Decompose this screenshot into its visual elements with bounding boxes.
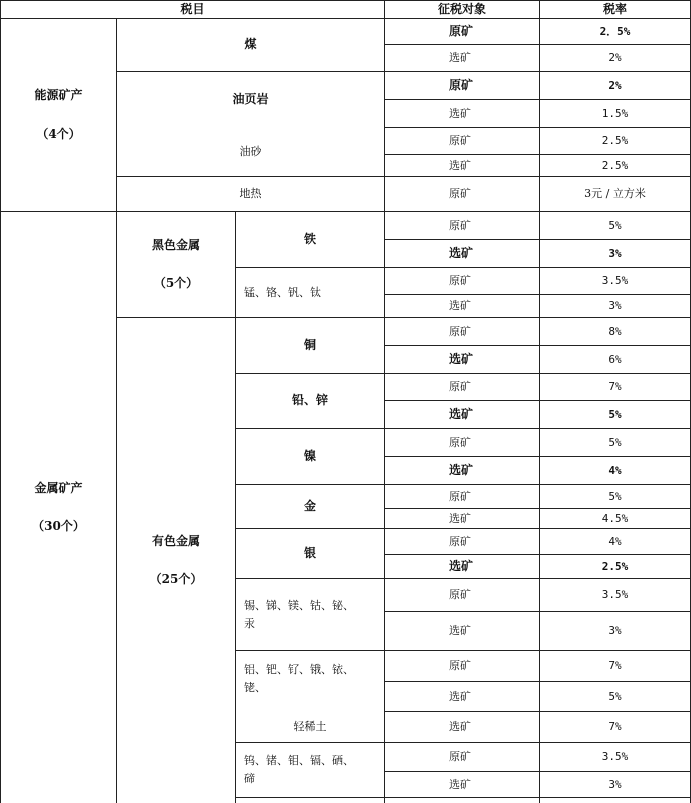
rate-nickel-proc: 4%: [608, 463, 622, 477]
rate-oil-shale-raw: 2%: [608, 78, 622, 92]
object-tin-proc: 选矿: [449, 624, 471, 638]
item-geothermal: 地热: [239, 187, 262, 201]
rate-silver-proc: 2.5%: [601, 559, 629, 573]
item-light-rare-earth: 轻稀土: [293, 720, 327, 734]
rate-coal-raw: 2．5%: [599, 24, 631, 38]
object-coal-proc: 选矿: [449, 51, 471, 65]
category-metal: 金属矿产 （30个）: [32, 480, 85, 534]
item-tin-group: 锡、锑、镁、钴、铋、 汞: [244, 598, 354, 630]
rate-manganese-raw: 3.5%: [601, 274, 629, 288]
rate-gold-proc: 4.5%: [601, 511, 629, 525]
item-gold: 金: [303, 498, 316, 513]
rate-oil-sand-raw: 2.5%: [601, 134, 629, 148]
item-oil-sand: 油砂: [239, 145, 262, 159]
rate-silver-raw: 4%: [608, 534, 622, 548]
rate-aluminum-raw: 7%: [608, 659, 622, 673]
rate-manganese-proc: 3%: [608, 299, 622, 313]
object-oil-sand-raw: 原矿: [449, 134, 471, 148]
object-iron-proc: 选矿: [449, 245, 474, 260]
header-item: 税目: [180, 1, 205, 16]
item-nickel: 镍: [303, 448, 316, 463]
object-oil-shale-raw: 原矿: [449, 77, 474, 92]
rate-oil-shale-proc: 1.5%: [601, 106, 629, 120]
object-gold-proc: 选矿: [449, 511, 471, 525]
item-tungsten-group: 钨、锗、钼、镉、硒、 碲: [244, 754, 354, 785]
object-copper-raw: 原矿: [449, 324, 471, 338]
subcategory-ferrous: 黑色金属 （5个）: [151, 237, 200, 291]
item-iron: 铁: [303, 231, 316, 246]
object-oil-sand-proc: 选矿: [449, 158, 471, 172]
object-nickel-raw: 原矿: [449, 435, 471, 449]
object-tin-raw: 原矿: [449, 588, 471, 602]
header-rate: 税率: [602, 1, 627, 16]
rate-tungsten-proc: 3%: [608, 777, 622, 791]
object-copper-proc: 选矿: [449, 351, 474, 366]
header-object: 征税对象: [437, 1, 486, 16]
item-coal: 煤: [244, 37, 257, 52]
rate-gold-raw: 5%: [608, 489, 622, 503]
object-silver-raw: 原矿: [449, 534, 471, 548]
rate-lead-zinc-raw: 7%: [608, 380, 622, 394]
object-tungsten-proc: 选矿: [449, 777, 471, 791]
category-energy: 能源矿产 （4个）: [34, 88, 83, 141]
object-oil-shale-proc: 选矿: [449, 106, 471, 120]
object-tungsten-raw: 原矿: [449, 750, 471, 764]
object-geothermal: 原矿: [449, 187, 471, 201]
item-aluminum-group: 铝、钯、钌、锇、铱、 铑、: [244, 662, 354, 694]
item-silver: 银: [303, 545, 316, 560]
object-nickel-proc: 选矿: [449, 462, 474, 477]
rate-nickel-raw: 5%: [608, 435, 622, 449]
object-lead-zinc-raw: 原矿: [449, 380, 471, 394]
rate-copper-proc: 6%: [608, 352, 622, 366]
object-aluminum-proc: 选矿: [449, 689, 471, 703]
rate-lead-zinc-proc: 5%: [608, 407, 622, 421]
rate-oil-sand-proc: 2.5%: [601, 158, 629, 172]
rate-geothermal: 3元 / 立方米: [584, 187, 646, 201]
rate-copper-raw: 8%: [608, 324, 622, 338]
rate-rare-earth: 7%: [608, 720, 622, 734]
item-oil-shale: 油页岩: [232, 91, 269, 106]
rate-coal-proc: 2%: [608, 51, 622, 65]
object-manganese-raw: 原矿: [449, 274, 471, 288]
object-aluminum-raw: 原矿: [449, 659, 471, 673]
rate-aluminum-proc: 5%: [608, 689, 622, 703]
object-lead-zinc-proc: 选矿: [449, 406, 474, 421]
rate-iron-proc: 3%: [608, 246, 622, 260]
subcategory-nonferrous: 有色金属 （25个）: [149, 533, 203, 587]
item-manganese-group: 锰、铬、钒、钛: [244, 285, 321, 299]
object-gold-raw: 原矿: [449, 489, 471, 503]
rate-tin-proc: 3%: [608, 624, 622, 638]
item-copper: 铜: [303, 337, 316, 352]
rate-tin-raw: 3.5%: [601, 588, 629, 602]
object-iron-raw: 原矿: [449, 218, 471, 232]
item-lead-zinc: 铅、锌: [291, 393, 328, 408]
object-rare-earth: 选矿: [449, 720, 471, 734]
rate-tungsten-raw: 3.5%: [601, 750, 629, 764]
object-coal-raw: 原矿: [449, 23, 474, 38]
object-silver-proc: 选矿: [449, 558, 474, 573]
rate-iron-raw: 5%: [608, 218, 622, 232]
object-manganese-proc: 选矿: [449, 299, 471, 313]
